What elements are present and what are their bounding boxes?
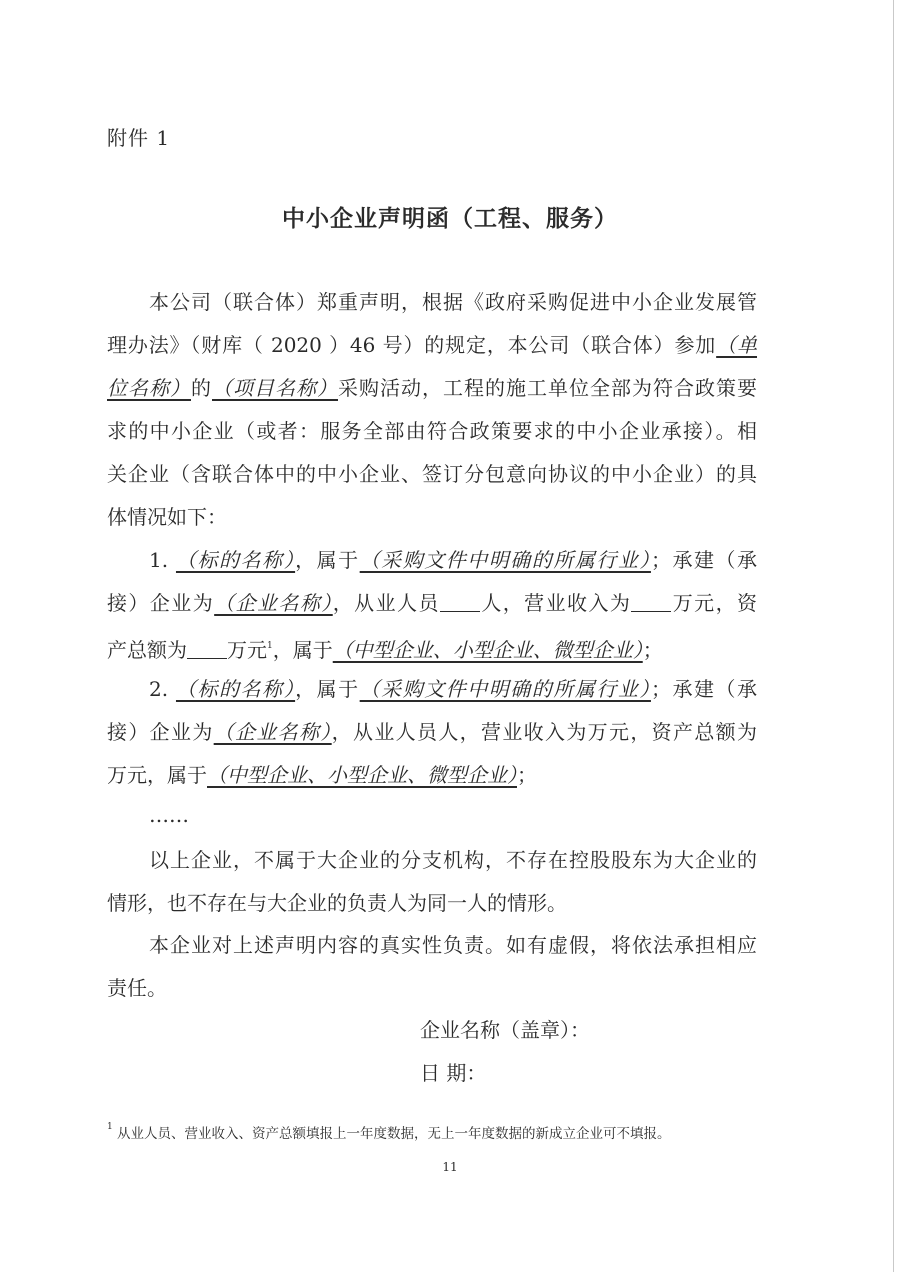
unit-name-placeholder-cont: 位名称）	[107, 376, 191, 400]
date-label: 日 期：	[420, 1061, 487, 1085]
scan-edge-line	[893, 0, 894, 1272]
item1-line-2	[107, 588, 757, 618]
page-number: 11	[442, 1160, 458, 1174]
ellipsis: ……	[149, 803, 189, 827]
item-text: 产总额为	[107, 638, 187, 662]
para1-text: 理办法》（财库（ 2020 ）46 号）的规定，本公司（联合体）参加	[107, 333, 717, 357]
item-text: ；承建（承	[650, 548, 758, 572]
footnote	[107, 1122, 757, 1142]
company-size-placeholder: （中型企业、小型企业、微型企业）	[207, 763, 517, 787]
footnote-ref: 1	[267, 641, 273, 651]
para1-line-3	[107, 373, 757, 403]
para1-text: 采购活动，工程的施工单位全部为符合政策要	[338, 376, 757, 400]
item-text: ，属于	[272, 638, 333, 662]
item-text: ；	[517, 763, 537, 787]
item-text: 万元	[227, 638, 267, 662]
para2-line-2: 情形，也不存在与大企业的负责人为同一人的情形。	[107, 891, 567, 915]
assets-blank	[187, 640, 227, 659]
para1-text: 的	[191, 376, 212, 400]
para3-line-2: 责任。	[107, 976, 167, 1000]
subject-name-placeholder: （标的名称）	[175, 548, 296, 572]
page-title: 中小企业声明函（工程、服务）	[282, 205, 618, 232]
unit-name-placeholder: （单	[716, 333, 758, 357]
employees-blank	[440, 593, 480, 612]
footnote-text: 从业人员、营业收入、资产总额填报上一年度数据，无上一年度数据的新成立企业可不填报。	[112, 1126, 671, 1142]
para3-line-1: 本企业对上述声明内容的真实性负责。如有虚假，将依法承担相应	[149, 933, 757, 957]
para1-line-2	[107, 330, 757, 360]
footnote-mark: 1	[107, 1122, 113, 1132]
item-text: ；承建（承	[650, 677, 758, 701]
para1-line-1: 本公司（联合体）郑重声明，根据《政府采购促进中小企业发展管	[149, 290, 757, 314]
industry-placeholder: （采购文件中明确的所属行业）	[359, 548, 651, 572]
item-text: 万元，资	[671, 591, 758, 615]
item2-line-3	[107, 760, 757, 790]
para1-line-4: 求的中小企业（或者：服务全部由符合政策要求的中小企业承接）。相	[107, 419, 757, 443]
item-text: ；	[642, 638, 663, 662]
company-name-placeholder: （企业名称）	[214, 591, 333, 615]
para2-line-1: 以上企业，不属于大企业的分支机构，不存在控股股东为大企业的	[149, 848, 757, 872]
item-text: 接）企业为	[107, 591, 215, 615]
company-name-seal-label: 企业名称（盖章）：	[420, 1018, 590, 1042]
item-text: ，从业人员	[332, 591, 440, 615]
item2-line-1	[107, 674, 757, 704]
item-text: 万元，属于	[107, 763, 207, 787]
item-text: ，从业人员人，营业收入为万元，资产总额为	[331, 720, 758, 744]
revenue-blank	[631, 593, 671, 612]
item1-line-3	[107, 631, 757, 665]
item2-line-2	[107, 717, 757, 747]
item-number: 1.	[149, 548, 176, 572]
company-name-placeholder: （企业名称）	[213, 720, 332, 744]
industry-placeholder: （采购文件中明确的所属行业）	[359, 677, 651, 701]
item-text: 接）企业为	[107, 720, 214, 744]
para1-line-6: 体情况如下：	[107, 505, 227, 529]
subject-name-placeholder: （标的名称）	[175, 677, 296, 701]
company-size-placeholder: （中型企业、小型企业、微型企业）	[332, 638, 643, 662]
project-name-placeholder: （项目名称）	[212, 376, 338, 400]
item1-line-1	[107, 545, 757, 575]
item-number: 2.	[149, 677, 176, 701]
para1-line-5: 关企业（含联合体中的中小企业、签订分包意向协议的中小企业）的具	[107, 462, 757, 486]
item-text: ，属于	[295, 677, 360, 701]
item-text: ，属于	[295, 548, 360, 572]
attachment-label: 附件 1	[107, 126, 171, 150]
item-text: 人，营业收入为	[479, 591, 632, 615]
